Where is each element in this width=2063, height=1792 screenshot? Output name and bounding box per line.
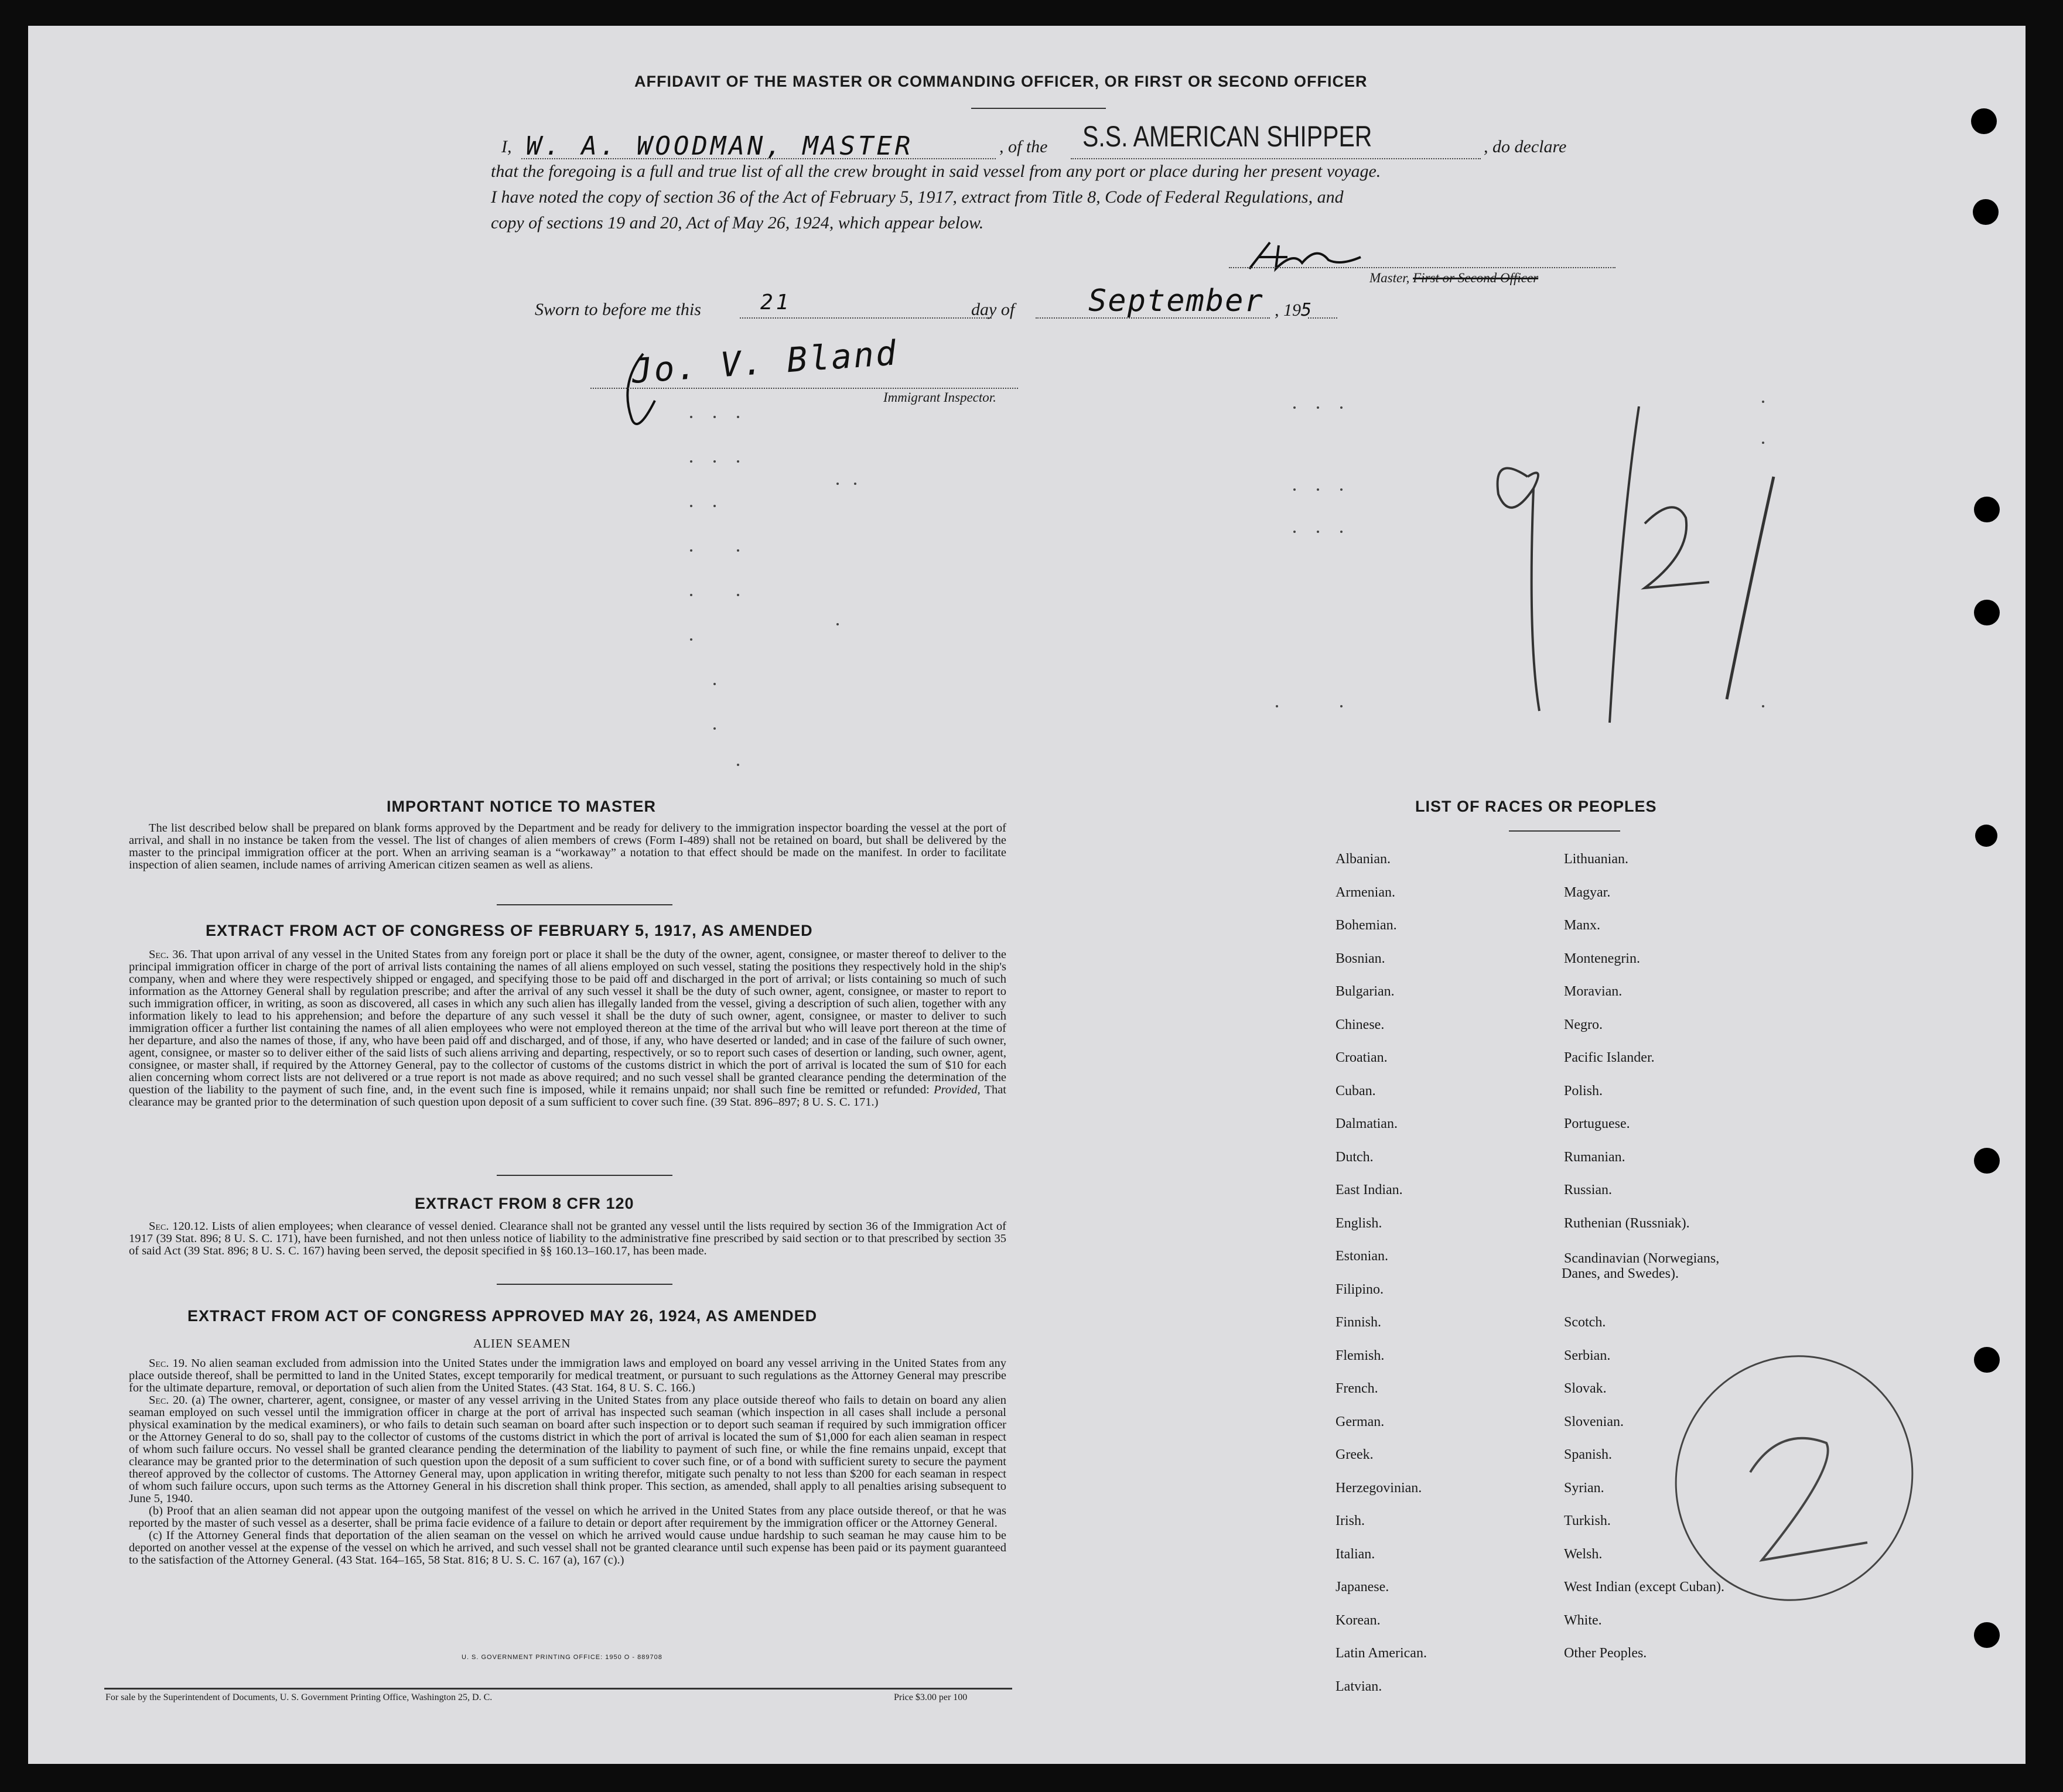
of-the-label: , of the bbox=[999, 137, 1048, 156]
notice-title: IMPORTANT NOTICE TO MASTER bbox=[387, 798, 656, 815]
race-item: Ruthenian (Russniak). bbox=[1564, 1215, 1690, 1231]
affidavit-line-3: I have noted the copy of section 36 of the Act of February 5, 1917, extract from Title 8, Code of Federal Regulations, and bbox=[491, 187, 1344, 207]
race-item: Syrian. bbox=[1564, 1480, 1604, 1496]
year-label: , 195 bbox=[1275, 300, 1312, 320]
do-declare-label: , do declare bbox=[1484, 137, 1567, 156]
extract-cfr-title: EXTRACT FROM 8 CFR 120 bbox=[415, 1195, 634, 1212]
race-item: Irish. bbox=[1336, 1513, 1365, 1528]
divider-2 bbox=[497, 1175, 672, 1176]
race-item: Chinese. bbox=[1336, 1017, 1385, 1032]
footer-right: Price $3.00 per 100 bbox=[894, 1692, 968, 1702]
race-item: Slovenian. bbox=[1564, 1414, 1624, 1430]
race-item: Croatian. bbox=[1336, 1050, 1388, 1065]
punch-hole bbox=[1971, 108, 1997, 134]
race-item: West Indian (except Cuban). bbox=[1564, 1579, 1724, 1595]
inspector-label: Immigrant Inspector. bbox=[883, 390, 996, 405]
race-item: Bosnian. bbox=[1336, 950, 1385, 966]
race-item: Cuban. bbox=[1336, 1083, 1376, 1099]
race-item: Latvian. bbox=[1336, 1678, 1382, 1694]
punch-hole bbox=[1974, 497, 2000, 522]
divider-1 bbox=[497, 904, 672, 905]
i-prefix: I, bbox=[501, 137, 512, 156]
race-item: Scandinavian (Norwegians, bbox=[1564, 1251, 1720, 1266]
race-item: Pacific Islander. bbox=[1564, 1050, 1655, 1065]
race-item: East Indian. bbox=[1336, 1182, 1403, 1198]
race-item: Turkish. bbox=[1564, 1513, 1611, 1528]
master-name: W. A. WOODMAN, MASTER bbox=[526, 131, 914, 161]
punch-hole bbox=[1974, 1347, 2000, 1373]
race-item: Other Peoples. bbox=[1564, 1646, 1647, 1661]
race-item: Russian. bbox=[1564, 1182, 1613, 1198]
affidavit-line-2: that the foregoing is a full and true list of all the crew brought in said vessel from any port or place during her present voyage. bbox=[491, 162, 1381, 181]
race-item: Serbian. bbox=[1564, 1348, 1611, 1363]
sworn-month: September bbox=[1088, 283, 1264, 319]
extract-1924-body: Sec. 19. No alien seaman excluded from admission into the United States under the immigration laws and employed on board any vessel arriving in the United States from any place outside thereof, shall be permitted to land in the United States, except temporarily for medical treatment, or pursuant to such regulations as the Attorney General may prescribe for the ultimate departure, removal, or deportation of such alien from the United States. (43 Stat. 164, 8 U. S. C. 166.) Sec. 20. (a) The owner, charterer, agent, consignee, or master of any vessel arriving in the United States from any place outside thereof who fails to detain on board any alien seaman employed on such vessel until the immigration officer in charge at the port of arrival has inspected such seaman (which inspection in all cases shall include a personal physical examination by the medical examiners), or who fails to detain such seaman on board after such inspection or to deport such seaman if required by such immigration officer or the Attorney General to do so, shall pay to the collector of customs of the customs district in which the port of arrival is located the sum of $1,000 for each alien seaman in respect of whom such failure occurs. No vessel shall be granted clearance pending the determination of the liability to payment of such fine, or while the fine remains unpaid, except that clearance may be granted prior to the determination of such question upon the deposit of a sum sufficient to cover such fine, or of a bond with sufficient surety to secure the payment thereof approved by the collector of customs. The Attorney General may, upon application in writing therefor, mitigate such penalty to not less than $200 for each seaman in respect of whom such failure occurs, upon such terms as the Attorney General in his discretion shall think proper. This section, as amended, shall apply to all penalties arising subsequent to June 5, 1940. (b) Proof that an alien seaman did not appear upon the outgoing manifest of the vessel on which he arrived in the United States from any place outside thereof, or that he was reported by the master of such vessel as a deserter, shall be prima facie evidence of a failure to detain or deport after requirement by the immigration officer or the Attorney General. (c) If the Attorney General finds that deportation of the alien seaman on the vessel on which he arrived would cause undue hardship to such seaman he may cause him to be deported on another vessel at the expense of the vessel on which he arrived, and such vessel shall not be granted clearance until such expense has been paid or its payment guaranteed to the satisfaction of the Attorney General. (43 Stat. 164–165, 58 Stat. 816; 8 U. S. C. 167 (a), 167 (c).) bbox=[129, 1357, 1007, 1567]
document-sheet bbox=[28, 26, 2026, 1764]
gpo-line: U. S. GOVERNMENT PRINTING OFFICE: 1950 O - 889708 bbox=[462, 1654, 662, 1661]
punch-hole bbox=[1974, 1148, 2000, 1174]
footer-left: For sale by the Superintendent of Documents, U. S. Government Printing Office, Washington 25, D. C. bbox=[105, 1692, 493, 1702]
race-item: Greek. bbox=[1336, 1447, 1374, 1462]
race-item: Slovak. bbox=[1564, 1381, 1607, 1396]
inspector-signature: Jo. V. Bland bbox=[630, 333, 899, 391]
race-item: Dutch. bbox=[1336, 1149, 1374, 1165]
punch-hole bbox=[1974, 1622, 2000, 1648]
handwritten-date-mark bbox=[1469, 406, 1821, 734]
race-item: Latin American. bbox=[1336, 1646, 1427, 1661]
race-item: Danes, and Swedes). bbox=[1562, 1266, 1679, 1281]
divider-3 bbox=[497, 1284, 672, 1285]
day-of-label: day of bbox=[971, 300, 1015, 319]
race-item: Filipino. bbox=[1336, 1281, 1384, 1297]
footer-rule bbox=[104, 1688, 1012, 1690]
punch-hole bbox=[1975, 825, 1997, 847]
races-divider bbox=[1509, 830, 1620, 832]
extract-1917-title: EXTRACT FROM ACT OF CONGRESS OF FEBRUARY 5, 1917, AS AMENDED bbox=[206, 922, 813, 939]
race-item: German. bbox=[1336, 1414, 1385, 1430]
race-item: Montenegrin. bbox=[1564, 950, 1640, 966]
race-item: Albanian. bbox=[1336, 851, 1391, 867]
race-item: Polish. bbox=[1564, 1083, 1603, 1099]
race-item: English. bbox=[1336, 1215, 1382, 1231]
sworn-label: Sworn to before me this bbox=[535, 300, 701, 319]
extract-1924-title: EXTRACT FROM ACT OF CONGRESS APPROVED MAY 26, 1924, AS AMENDED bbox=[187, 1307, 818, 1325]
title-divider bbox=[971, 108, 1106, 109]
signature-flourish bbox=[608, 348, 678, 442]
race-item: Scotch. bbox=[1564, 1315, 1606, 1330]
vessel-name: S.S. AMERICAN SHIPPER bbox=[1082, 120, 1372, 153]
extract-1924-subtitle: ALIEN SEAMEN bbox=[473, 1336, 571, 1350]
notice-body: The list described below shall be prepared on blank forms approved by the Department and be ready for delivery to the immigration inspector boarding the vessel at the port of arrival, and shall in no instance be taken from the vessel. The list of changes of alien members of crews (Form I-489) shall not be retained on board, but shall be delivered by the master to the principal immigration officer at the port. When an arriving seaman is a “workaway” a notation to that effect should be made on the manifest. In order to facilitate inspection of alien seamen, include names of arriving American citizen seamen as well as aliens. bbox=[129, 822, 1006, 871]
sworn-day: 21 bbox=[760, 290, 792, 314]
race-item: French. bbox=[1336, 1381, 1378, 1396]
race-item: Bulgarian. bbox=[1336, 984, 1395, 999]
race-item: Estonian. bbox=[1336, 1249, 1388, 1264]
extract-cfr-body: Sec. 120.12. Lists of alien employees; when clearance of vessel denied. Clearance shall not be granted any vessel until the lists required by section 36 of the Immigration Act of 1917 (39 Stat. 896; 8 U. S. C. 171), have been furnished, and not then unless notice of liability to the administrative fine prescribed by said section or to that prescribed by section 35 of said Act (39 Stat. 896; 8 U. S. C. 167) having been served, the deposit specified in §§ 160.13–160.17, has been made. bbox=[129, 1220, 1006, 1257]
race-item: Welsh. bbox=[1564, 1546, 1603, 1562]
race-item: Magyar. bbox=[1564, 884, 1611, 900]
race-item: Manx. bbox=[1564, 918, 1600, 933]
race-item: Rumanian. bbox=[1564, 1149, 1625, 1165]
race-item: Moravian. bbox=[1564, 984, 1623, 999]
punch-hole bbox=[1973, 199, 1999, 225]
signature-role: Master, First or Second Officer bbox=[1369, 271, 1539, 285]
affidavit-title: AFFIDAVIT OF THE MASTER OR COMMANDING OFFICER, OR FIRST OR SECOND OFFICER bbox=[634, 73, 1368, 90]
race-item: Korean. bbox=[1336, 1612, 1381, 1628]
race-item: Lithuanian. bbox=[1564, 851, 1628, 867]
race-item: Herzegovinian. bbox=[1336, 1480, 1422, 1496]
races-title: LIST OF RACES OR PEOPLES bbox=[1415, 798, 1657, 815]
master-signature bbox=[1246, 240, 1364, 275]
race-item: Negro. bbox=[1564, 1017, 1603, 1032]
race-item: Flemish. bbox=[1336, 1348, 1385, 1363]
race-item: Spanish. bbox=[1564, 1447, 1613, 1462]
race-item: Finnish. bbox=[1336, 1315, 1382, 1330]
race-item: Dalmatian. bbox=[1336, 1116, 1398, 1131]
extract-1917-body: Sec. 36. That upon arrival of any vessel in the United States from any foreign port or place it shall be the duty of the owner, agent, consignee, or master thereof to deliver to the principal immigration officer in charge of the port of arrival lists containing the names of all aliens employed on such vessel, stating the positions they respectively hold in the ship's company, when and where they were respectively shipped or engaged, and specifying those to be paid off and discharged in the port of arrival; or lists containing so much of such information as the Attorney General shall by regulation prescribe; and after the arrival of any such vessel it shall be the duty of such owner, agent, consignee, or master to report to such immigration officer, in writing, as soon as discovered, all cases in which any such alien has illegally landed from the vessel, giving a description of such alien, together with any information likely to lead to his apprehension; and before the departure of any such vessel it shall be the duty of such owner, agent, consignee, or master to deliver to such immigration officer a further list containing the names of all alien employees who were not employed thereon at the time of the arrival but who will leave port thereon at the time of her departure, and also the names of those, if any, who have been paid off and discharged, and of those, if any, who have deserted or landed; and in case of the failure of such owner, agent, consignee, or master so to deliver either of the said lists of such aliens arriving and departing, respectively, or so to report such cases of desertion or landing, such owner, agent, consignee, or master shall, if required by the Attorney General, pay to the collector of customs of the customs district in which the port of arrival is located the sum of $10 for each alien concerning whom correct lists are not delivered or a true report is not made as above required; and no such vessel shall be granted clearance pending the determination of the question of the liability to the payment of such fine, and, in the event such fine is imposed, while it remains unpaid; nor shall such fine be remitted or refunded: Provided, That clearance may be granted prior to the determination of such question upon deposit of a sum sufficient to cover such fine. (39 Stat. 896–897; 8 U. S. C. 171.) bbox=[129, 948, 1007, 1109]
race-item: White. bbox=[1564, 1612, 1602, 1628]
affidavit-line-4: copy of sections 19 and 20, Act of May 26, 1924, which appear below. bbox=[491, 213, 984, 232]
race-item: Italian. bbox=[1336, 1546, 1375, 1562]
punch-hole bbox=[1974, 600, 2000, 625]
race-item: Bohemian. bbox=[1336, 918, 1397, 933]
race-item: Portuguese. bbox=[1564, 1116, 1630, 1131]
race-item: Armenian. bbox=[1336, 884, 1395, 900]
race-item: Japanese. bbox=[1336, 1579, 1389, 1595]
